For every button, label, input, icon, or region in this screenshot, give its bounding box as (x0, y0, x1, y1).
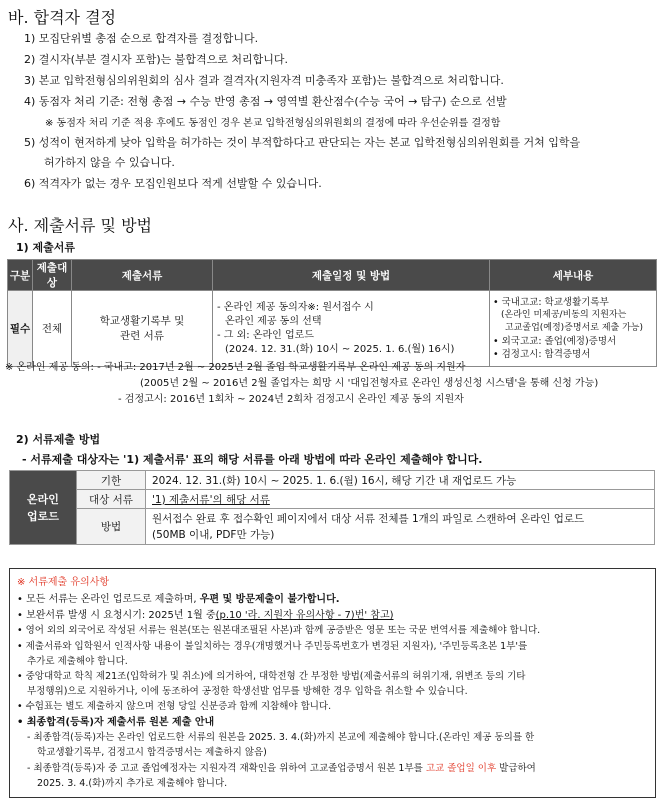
notice-line-5-cont: 부정행위)으로 지원하거나, 이에 동조하여 공정한 학생선발 업무를 방해한 경우 입학을 취소할 수 있습니다. (27, 686, 468, 697)
result-item-1: 1) 모집단위별 총점 순으로 합격자를 결정합니다. (24, 32, 259, 45)
notice-line-2 (17, 606, 394, 621)
row-key-deadline: 기한 (77, 471, 146, 490)
result-item-5: 5) 성적이 현저하게 낮아 입학을 허가하는 것이 부적합하다고 판단되는 자는 본교 입학전형심의위원회를 거쳐 입학을 (24, 136, 581, 149)
detail-line-5: • 검정고시: 합격증명서 (493, 349, 591, 360)
cell-schedule (213, 291, 490, 367)
col-header-schedule: 제출일정 및 방법 (213, 260, 490, 291)
target-doc-link: '1) 제출서류'의 해당 서류 (152, 493, 270, 506)
documents-table (7, 259, 657, 367)
upload-label-line-2: 업로드 (27, 509, 59, 523)
detail-line-2: (온라인 미제공/비동의 지원자는 (501, 310, 627, 320)
notice-line-2-ref: (p.10 '라. 지원자 유의사항 - 7)번' 참고) (215, 610, 394, 621)
method-line-1: 원서접수 완료 후 접수확인 페이지에서 대상 서류 전체를 1개의 파일로 스캔하여 온라인 업로드 (152, 512, 585, 525)
upload-table (9, 470, 655, 545)
col-header-type: 구분 (8, 260, 33, 291)
result-item-4-note: ※ 동점자 처리 기준 적용 후에도 동점인 경우 본교 입학전형심의위원회의 결정에 따라 우선순위를 결정함 (45, 118, 501, 129)
col-header-target: 제출대상 (33, 260, 72, 291)
upload-label (10, 471, 77, 545)
consent-note-1: ※ 온라인 제공 동의: - 국내고: 2017년 2월 ~ 2025년 2월 졸업 학교생활기록부 온라인 제공 동의 지원자 (5, 362, 466, 373)
schedule-line-4: (2024. 12. 31.(화) 10시 ~ 2025. 1. 6.(월) 16시) (225, 343, 455, 355)
cell-target: 전체 (33, 291, 72, 367)
cell-detail (490, 291, 657, 367)
notice-line-9 (27, 760, 536, 774)
notice-line-8: - 최종합격(등록)자는 온라인 업로드한 서류의 원본을 2025. 3. 4.(화)까지 본교에 제출해야 합니다.(온라인 제공 동의를 한 (27, 732, 535, 743)
schedule-line-1: - 온라인 제공 동의자※: 원서접수 시 (217, 301, 374, 313)
schedule-line-3: - 그 외: 온라인 업로드 (217, 329, 314, 341)
result-item-3: 3) 본교 입학전형심의위원회의 심사 결과 결격자(지원자격 미충족자 포함)는 불합격으로 처리합니다. (24, 74, 504, 87)
notice-line-9-tail: 발급하여 (496, 763, 536, 774)
notice-line-9-highlight: 고교 졸업일 이후 (425, 763, 497, 774)
result-item-4: 4) 동점자 처리 기준: 전형 총점 → 수능 반영 총점 → 영역별 환산점수(수능 국어 → 탐구) 순으로 선발 (24, 95, 507, 108)
subsection-method: 2) 서류제출 방법 (16, 433, 101, 446)
document-line-1: 학교생활기록부 및 (99, 314, 185, 327)
notice-line-6: • 수험표는 별도 제출하지 않으며 전형 당일 신분증과 함께 지참해야 합니다. (17, 701, 332, 712)
method-line-2: (50MB 이내, PDF만 가능) (152, 528, 275, 541)
upload-label-line-1: 온라인 (27, 492, 59, 506)
detail-line-4: • 외국고교: 졸업(예정)증명서 (493, 336, 617, 347)
notice-line-1-text: • 모든 서류는 온라인 업로드로 제출하며, (17, 594, 200, 605)
result-item-2: 2) 결시자(부분 결시자 포함)는 불합격으로 처리합니다. (24, 53, 288, 66)
document-line-2: 관련 서류 (120, 329, 164, 342)
method-description: - 서류제출 대상자는 '1) 제출서류' 표의 해당 서류를 아래 방법에 따라 온라인 제출해야 합니다. (22, 453, 483, 466)
result-item-6: 6) 적격자가 없는 경우 모집인원보다 적게 선발할 수 있습니다. (24, 177, 322, 190)
notice-line-3: • 영어 외의 외국어로 작성된 서류는 원본(또는 원본대조필된 사본)과 함께 공증받은 영문 또는 국문 번역서를 제출해야 합니다. (17, 625, 541, 636)
notice-line-4: • 제출서류와 입학원서 인적사항 내용이 불일치하는 경우(개명했거나 주민등록번호가 변경된 지원자), '주민등록초본 1부'를 (17, 641, 528, 652)
consent-note-3: - 검정고시: 2016년 1회차 ~ 2024년 2회차 검정고시 온라인 제공 동의 지원자 (118, 394, 464, 405)
subsection-documents: 1) 제출서류 (16, 241, 76, 254)
cell-document (72, 291, 213, 367)
notice-line-1-bold: 우편 및 방문제출이 불가합니다. (199, 594, 340, 605)
notice-title: ※ 서류제출 유의사항 (17, 577, 110, 588)
notice-line-9-text: - 최종합격(등록)자 중 고교 졸업예정자는 지원자격 재확인을 위하여 고교졸업증명서 원본 1부를 (27, 763, 426, 774)
result-item-5-cont: 허가하지 않을 수 있습니다. (44, 156, 175, 169)
col-header-detail: 세부내용 (490, 260, 657, 291)
notice-line-4-cont: 추가로 제출해야 합니다. (27, 656, 128, 667)
row-key-target: 대상 서류 (77, 490, 146, 509)
notice-line-9-cont: 2025. 3. 4.(화)까지 추가로 제출해야 합니다. (37, 778, 228, 789)
notice-line-8-cont: 학교생활기록부, 검정고시 합격증명서는 제출하지 않음) (37, 747, 267, 758)
schedule-line-2: 온라인 제공 동의 선택 (225, 315, 322, 327)
col-header-document: 제출서류 (72, 260, 213, 291)
row-value-method (146, 509, 655, 545)
notice-line-5: • 중앙대학교 학칙 제21조(입학허가 및 취소)에 의거하여, 대학전형 간 부정한 방법(제출서류의 허위기재, 위변조 등의 기타 (17, 671, 526, 682)
section-title-documents: 사. 제출서류 및 방법 (8, 216, 152, 235)
row-key-method: 방법 (77, 509, 146, 545)
detail-line-3: 고교졸업(예정)증명서로 제출 가능) (505, 323, 643, 333)
row-value-target (146, 490, 655, 509)
notice-line-7: • 최종합격(등록)자 제출서류 원본 제출 안내 (17, 717, 215, 728)
notice-line-2-text: • 보완서류 발생 시 요청시기: 2025년 1월 중 (17, 610, 216, 621)
consent-note-2: (2005년 2월 ~ 2016년 2월 졸업자는 희망 시 '대입전형자료 온라인 생성신청 시스템'을 통해 신청 가능) (140, 378, 599, 389)
cell-type: 필수 (8, 291, 33, 367)
section-title-result: 바. 합격자 결정 (8, 8, 116, 27)
notice-line-1 (17, 590, 340, 605)
detail-line-1: • 국내고교: 학교생활기록부 (493, 297, 609, 308)
row-value-deadline: 2024. 12. 31.(화) 10시 ~ 2025. 1. 6.(월) 16시, 해당 기간 내 재업로드 가능 (146, 471, 655, 490)
